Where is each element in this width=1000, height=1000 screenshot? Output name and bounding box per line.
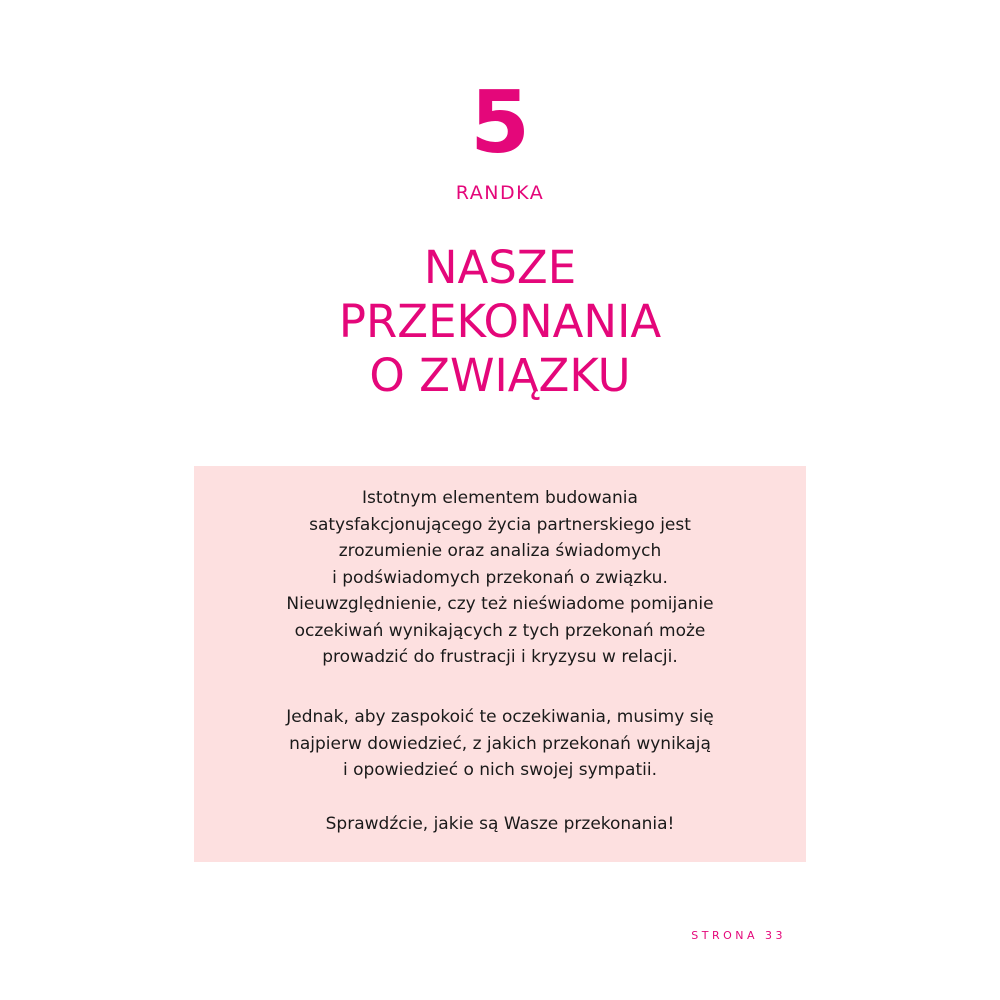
page-number: STRONA 33 [691,929,786,942]
text-line: prowadzić do frustracji i kryzysu w relacji. [322,647,678,667]
intro-paragraph-3 [194,811,806,838]
text-line: satysfakcjonującego życia partnerskiego jest [309,514,691,535]
text-line: najpierw dowiedzieć, z jakich przekonań wynikają [289,733,711,754]
text-line: oczekiwań wynikających z tych przekonań może [294,620,706,641]
date-number: 5 [470,73,530,173]
intro-text-box [194,466,806,862]
text-line: Sprawdźcie, jakie są Wasze przekonania! [325,814,675,834]
title-line: O ZWIĄZKU [369,349,631,402]
title-line: PRZEKONANIA [338,295,662,348]
page-title [0,241,1000,403]
date-label: RANDKA [455,182,545,204]
text-line: i podświadomych przekonań o związku. [332,567,668,588]
title-line: NASZE [423,241,577,294]
text-line: Jednak, aby zaspokoić te oczekiwania, musimy się [286,707,714,727]
text-line: zrozumienie oraz analiza świadomych [338,541,662,561]
text-line: i opowiedzieć o nich swojej sympatii. [343,760,657,780]
intro-paragraph-2 [194,704,806,784]
text-line: Nieuwzględnienie, czy też nieświadome pomijanie [286,594,714,614]
text-line: Istotnym elementem budowania [362,488,638,508]
intro-paragraph-1 [194,485,806,671]
